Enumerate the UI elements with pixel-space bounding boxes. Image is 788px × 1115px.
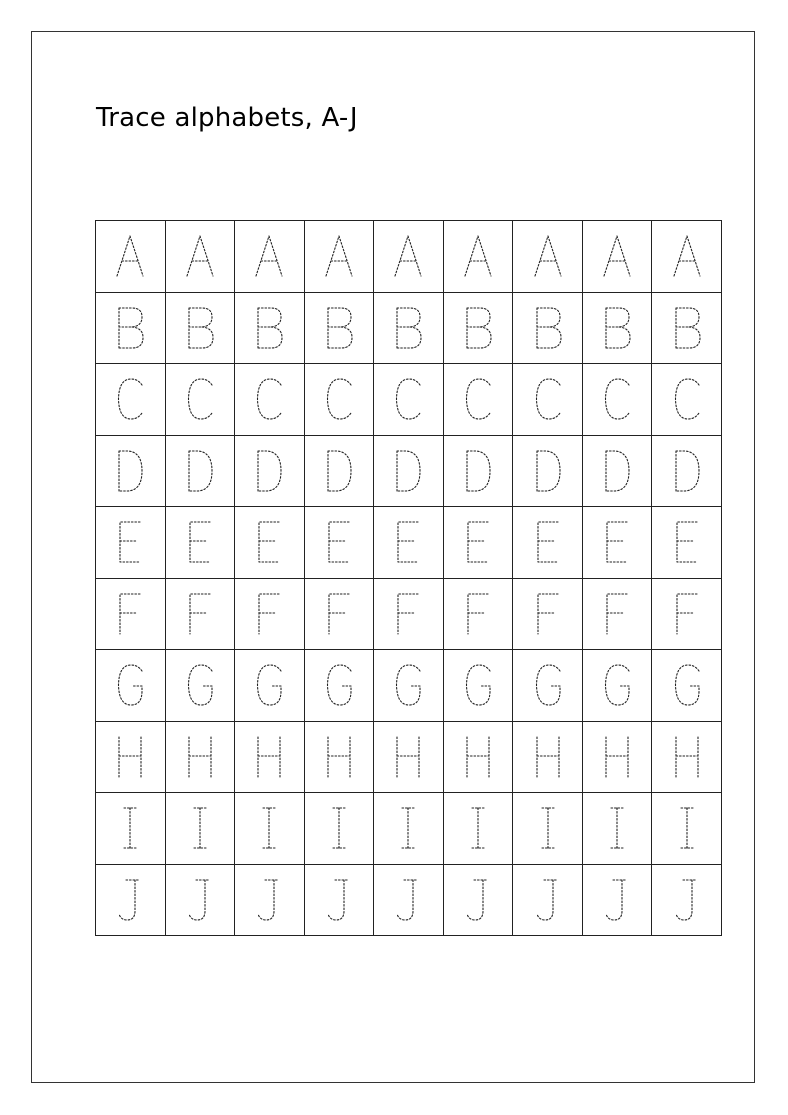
trace-cell-c <box>374 364 444 436</box>
trace-cell-h <box>166 722 236 794</box>
dotted-letter-h-icon <box>461 733 495 781</box>
dotted-letter-j-icon <box>252 876 286 924</box>
trace-cell-b <box>305 293 375 365</box>
trace-cell-h <box>513 722 583 794</box>
trace-cell-i <box>166 793 236 865</box>
dotted-letter-h-icon <box>113 733 147 781</box>
trace-cell-f <box>305 579 375 651</box>
trace-cell-b <box>652 293 722 365</box>
trace-cell-d <box>513 436 583 508</box>
dotted-letter-h-icon <box>252 733 286 781</box>
trace-cell-a <box>513 221 583 293</box>
trace-cell-j <box>444 865 514 937</box>
dotted-letter-d-icon <box>322 447 356 495</box>
dotted-letter-h-icon <box>391 733 425 781</box>
dotted-letter-i-icon <box>461 804 495 852</box>
trace-cell-f <box>583 579 653 651</box>
dotted-letter-b-icon <box>252 304 286 352</box>
trace-cell-h <box>374 722 444 794</box>
trace-cell-c <box>513 364 583 436</box>
trace-cell-j <box>305 865 375 937</box>
dotted-letter-e-icon <box>600 518 634 566</box>
dotted-letter-c-icon <box>461 375 495 423</box>
trace-cell-a <box>235 221 305 293</box>
trace-cell-i <box>305 793 375 865</box>
dotted-letter-h-icon <box>183 733 217 781</box>
dotted-letter-g-icon <box>670 661 704 709</box>
trace-cell-d <box>235 436 305 508</box>
dotted-letter-c-icon <box>670 375 704 423</box>
trace-cell-i <box>652 793 722 865</box>
dotted-letter-b-icon <box>531 304 565 352</box>
trace-cell-c <box>444 364 514 436</box>
worksheet-title: Trace alphabets, A-J <box>96 103 358 133</box>
trace-cell-c <box>96 364 166 436</box>
trace-cell-j <box>583 865 653 937</box>
trace-cell-e <box>583 507 653 579</box>
trace-cell-h <box>444 722 514 794</box>
trace-cell-a <box>374 221 444 293</box>
dotted-letter-a-icon <box>391 232 425 280</box>
trace-cell-j <box>652 865 722 937</box>
trace-cell-a <box>652 221 722 293</box>
dotted-letter-j-icon <box>391 876 425 924</box>
trace-cell-g <box>583 650 653 722</box>
trace-cell-j <box>96 865 166 937</box>
dotted-letter-h-icon <box>531 733 565 781</box>
dotted-letter-f-icon <box>391 590 425 638</box>
dotted-letter-a-icon <box>461 232 495 280</box>
dotted-letter-b-icon <box>391 304 425 352</box>
trace-cell-d <box>374 436 444 508</box>
dotted-letter-a-icon <box>113 232 147 280</box>
dotted-letter-a-icon <box>183 232 217 280</box>
trace-cell-e <box>652 507 722 579</box>
dotted-letter-c-icon <box>322 375 356 423</box>
trace-cell-c <box>583 364 653 436</box>
trace-cell-d <box>444 436 514 508</box>
trace-cell-i <box>374 793 444 865</box>
dotted-letter-a-icon <box>600 232 634 280</box>
dotted-letter-d-icon <box>531 447 565 495</box>
dotted-letter-j-icon <box>183 876 217 924</box>
dotted-letter-g-icon <box>531 661 565 709</box>
trace-cell-g <box>652 650 722 722</box>
dotted-letter-d-icon <box>391 447 425 495</box>
dotted-letter-e-icon <box>113 518 147 566</box>
trace-cell-a <box>305 221 375 293</box>
trace-cell-b <box>374 293 444 365</box>
trace-cell-f <box>374 579 444 651</box>
trace-cell-a <box>96 221 166 293</box>
dotted-letter-e-icon <box>531 518 565 566</box>
trace-cell-a <box>583 221 653 293</box>
trace-cell-a <box>444 221 514 293</box>
trace-cell-h <box>235 722 305 794</box>
trace-cell-e <box>374 507 444 579</box>
dotted-letter-d-icon <box>252 447 286 495</box>
trace-cell-j <box>235 865 305 937</box>
dotted-letter-j-icon <box>113 876 147 924</box>
trace-cell-e <box>444 507 514 579</box>
trace-cell-g <box>166 650 236 722</box>
dotted-letter-c-icon <box>113 375 147 423</box>
dotted-letter-e-icon <box>461 518 495 566</box>
dotted-letter-i-icon <box>183 804 217 852</box>
dotted-letter-e-icon <box>183 518 217 566</box>
dotted-letter-j-icon <box>322 876 356 924</box>
dotted-letter-f-icon <box>322 590 356 638</box>
trace-cell-b <box>235 293 305 365</box>
dotted-letter-f-icon <box>461 590 495 638</box>
dotted-letter-f-icon <box>252 590 286 638</box>
dotted-letter-a-icon <box>531 232 565 280</box>
trace-cell-f <box>166 579 236 651</box>
trace-cell-g <box>305 650 375 722</box>
trace-cell-h <box>583 722 653 794</box>
dotted-letter-c-icon <box>531 375 565 423</box>
trace-cell-i <box>444 793 514 865</box>
trace-cell-b <box>96 293 166 365</box>
dotted-letter-f-icon <box>183 590 217 638</box>
dotted-letter-b-icon <box>183 304 217 352</box>
trace-cell-f <box>513 579 583 651</box>
trace-cell-d <box>96 436 166 508</box>
dotted-letter-e-icon <box>670 518 704 566</box>
trace-cell-b <box>513 293 583 365</box>
trace-cell-j <box>513 865 583 937</box>
trace-cell-h <box>652 722 722 794</box>
trace-cell-g <box>513 650 583 722</box>
dotted-letter-i-icon <box>322 804 356 852</box>
trace-cell-b <box>583 293 653 365</box>
trace-cell-h <box>96 722 166 794</box>
dotted-letter-j-icon <box>531 876 565 924</box>
trace-cell-j <box>374 865 444 937</box>
trace-cell-h <box>305 722 375 794</box>
dotted-letter-b-icon <box>461 304 495 352</box>
dotted-letter-h-icon <box>322 733 356 781</box>
trace-cell-e <box>305 507 375 579</box>
trace-cell-d <box>583 436 653 508</box>
dotted-letter-a-icon <box>252 232 286 280</box>
dotted-letter-b-icon <box>322 304 356 352</box>
trace-cell-j <box>166 865 236 937</box>
dotted-letter-g-icon <box>461 661 495 709</box>
dotted-letter-g-icon <box>252 661 286 709</box>
dotted-letter-j-icon <box>600 876 634 924</box>
dotted-letter-g-icon <box>183 661 217 709</box>
dotted-letter-c-icon <box>252 375 286 423</box>
dotted-letter-b-icon <box>670 304 704 352</box>
dotted-letter-i-icon <box>252 804 286 852</box>
dotted-letter-h-icon <box>670 733 704 781</box>
trace-cell-b <box>444 293 514 365</box>
trace-cell-f <box>96 579 166 651</box>
dotted-letter-d-icon <box>461 447 495 495</box>
dotted-letter-c-icon <box>600 375 634 423</box>
dotted-letter-b-icon <box>600 304 634 352</box>
dotted-letter-f-icon <box>670 590 704 638</box>
dotted-letter-e-icon <box>391 518 425 566</box>
dotted-letter-j-icon <box>461 876 495 924</box>
trace-cell-e <box>166 507 236 579</box>
dotted-letter-a-icon <box>670 232 704 280</box>
dotted-letter-c-icon <box>183 375 217 423</box>
trace-cell-e <box>96 507 166 579</box>
trace-cell-d <box>305 436 375 508</box>
trace-cell-c <box>652 364 722 436</box>
tracing-grid <box>95 220 722 936</box>
dotted-letter-i-icon <box>600 804 634 852</box>
trace-cell-d <box>166 436 236 508</box>
dotted-letter-b-icon <box>113 304 147 352</box>
dotted-letter-d-icon <box>183 447 217 495</box>
trace-cell-g <box>444 650 514 722</box>
dotted-letter-i-icon <box>670 804 704 852</box>
trace-cell-e <box>513 507 583 579</box>
trace-cell-e <box>235 507 305 579</box>
dotted-letter-d-icon <box>113 447 147 495</box>
trace-cell-i <box>235 793 305 865</box>
dotted-letter-g-icon <box>600 661 634 709</box>
dotted-letter-e-icon <box>322 518 356 566</box>
dotted-letter-d-icon <box>670 447 704 495</box>
trace-cell-f <box>235 579 305 651</box>
trace-cell-d <box>652 436 722 508</box>
dotted-letter-f-icon <box>600 590 634 638</box>
trace-cell-i <box>96 793 166 865</box>
dotted-letter-d-icon <box>600 447 634 495</box>
dotted-letter-f-icon <box>113 590 147 638</box>
dotted-letter-i-icon <box>391 804 425 852</box>
trace-cell-i <box>583 793 653 865</box>
trace-cell-c <box>305 364 375 436</box>
dotted-letter-h-icon <box>600 733 634 781</box>
dotted-letter-j-icon <box>670 876 704 924</box>
trace-cell-c <box>166 364 236 436</box>
trace-cell-f <box>652 579 722 651</box>
trace-cell-g <box>374 650 444 722</box>
trace-cell-a <box>166 221 236 293</box>
dotted-letter-g-icon <box>322 661 356 709</box>
dotted-letter-a-icon <box>322 232 356 280</box>
dotted-letter-g-icon <box>113 661 147 709</box>
trace-cell-b <box>166 293 236 365</box>
trace-cell-f <box>444 579 514 651</box>
dotted-letter-i-icon <box>531 804 565 852</box>
dotted-letter-i-icon <box>113 804 147 852</box>
dotted-letter-e-icon <box>252 518 286 566</box>
dotted-letter-f-icon <box>531 590 565 638</box>
trace-cell-g <box>235 650 305 722</box>
dotted-letter-g-icon <box>391 661 425 709</box>
trace-cell-i <box>513 793 583 865</box>
dotted-letter-c-icon <box>391 375 425 423</box>
trace-cell-c <box>235 364 305 436</box>
trace-cell-g <box>96 650 166 722</box>
